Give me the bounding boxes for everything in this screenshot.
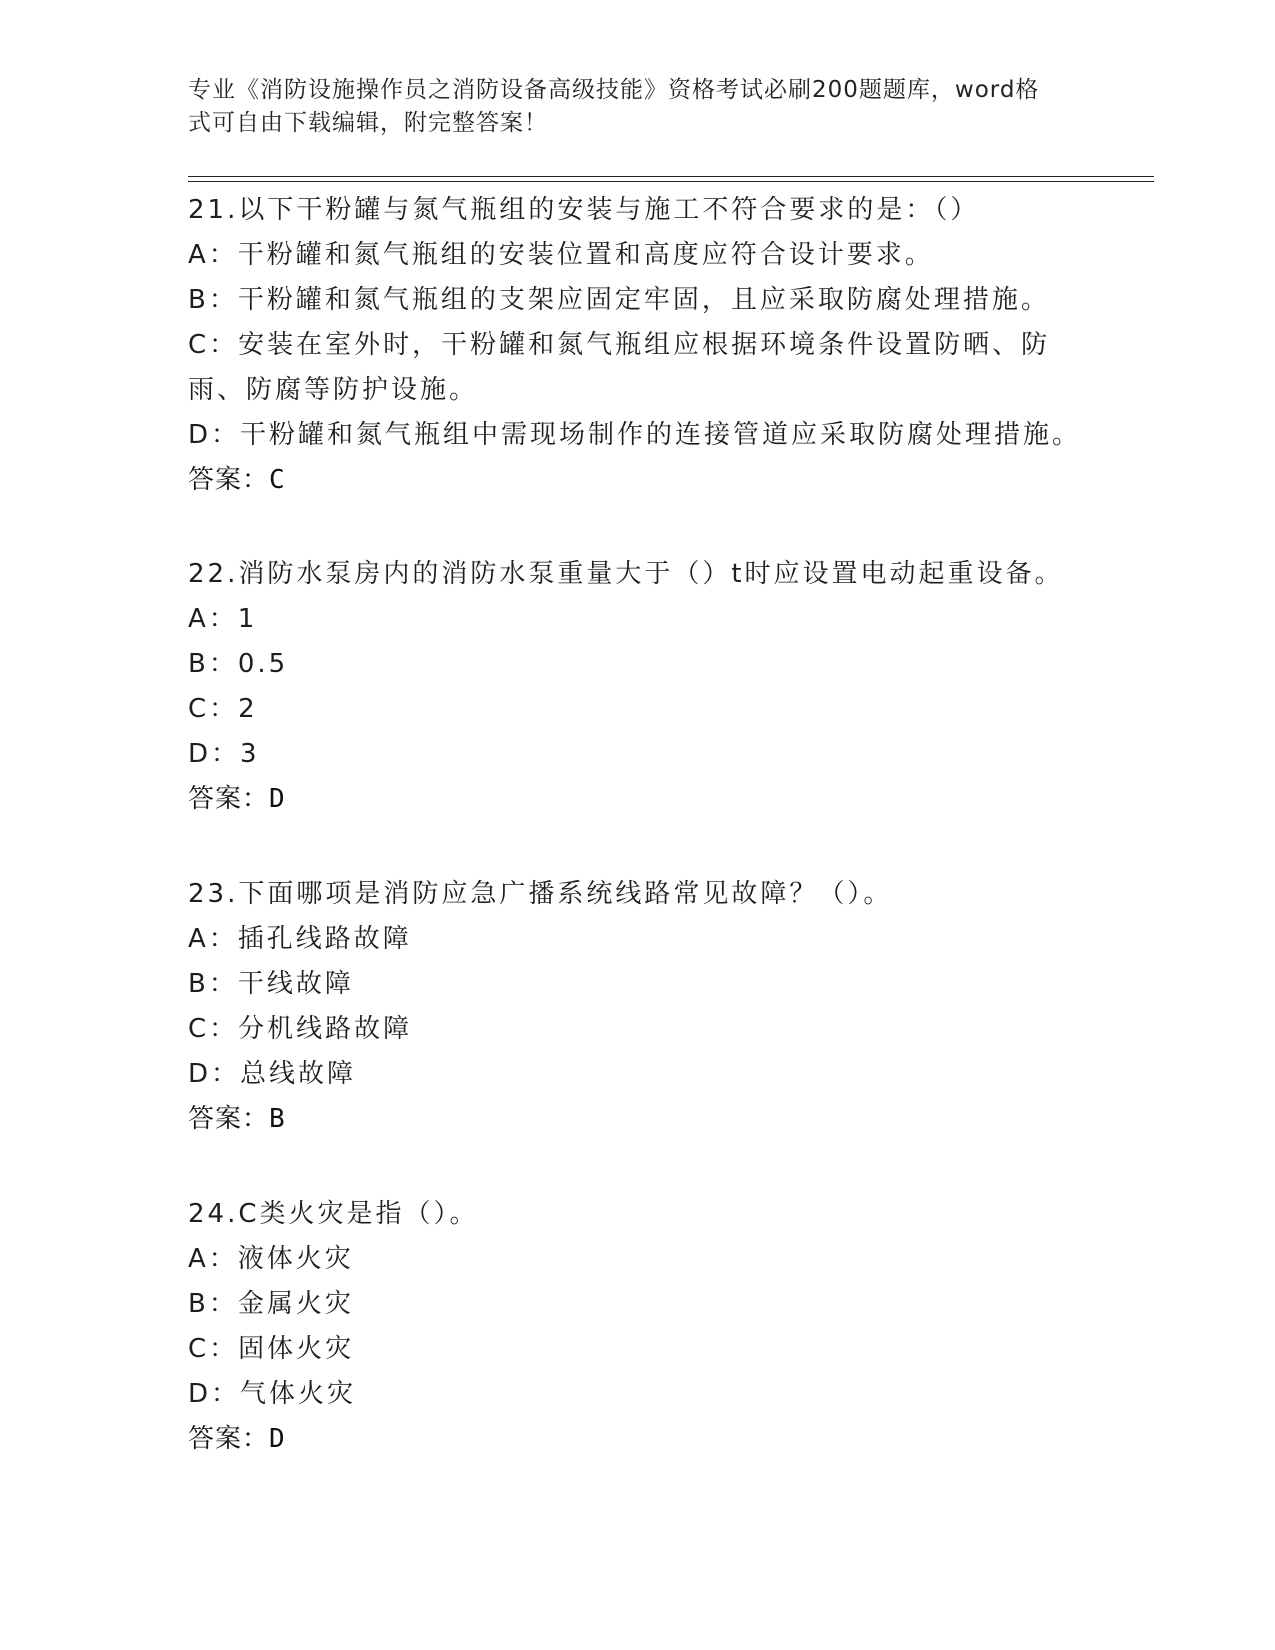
option-a: A：1 <box>188 604 258 634</box>
option-c: C：固体火灾 <box>188 1334 355 1364</box>
option-c: C：分机线路故障 <box>188 1014 413 1044</box>
answer-line <box>188 777 1088 822</box>
answer-line <box>188 458 1088 503</box>
answer-value: B <box>269 1104 286 1134</box>
option-a: A：干粉罐和氮气瓶组的安装位置和高度应符合设计要求。 <box>188 240 934 270</box>
option-d: D：总线故障 <box>188 1059 357 1089</box>
question-stem: 23.下面哪项是消防应急广播系统线路常见故障？（）。 <box>188 879 893 909</box>
option-d: D：气体火灾 <box>188 1379 357 1409</box>
option-d: D：3 <box>188 739 260 769</box>
question-stem: 21.以下干粉罐与氮气瓶组的安装与施工不符合要求的是：（） <box>188 195 980 225</box>
question-22 <box>188 552 1088 822</box>
option-c: C：安装在室外时，干粉罐和氮气瓶组应根据环境条件设置防晒、防雨、防腐等防护设施。 <box>188 330 1051 405</box>
option-a: A：液体火灾 <box>188 1244 354 1274</box>
question-stem: 22.消防水泵房内的消防水泵重量大于（）t时应设置电动起重设备。 <box>188 559 1064 589</box>
option-c: C：2 <box>188 694 258 724</box>
header-divider-bottom <box>188 181 1154 182</box>
option-b: B：0.5 <box>188 649 289 679</box>
answer-value: D <box>269 784 286 814</box>
answer-line <box>188 1097 1088 1142</box>
answer-line <box>188 1417 1088 1462</box>
question-21 <box>188 188 1088 503</box>
header-line-1: 专业《消防设施操作员之消防设备高级技能》资格考试必刷200题题库，word格 <box>188 77 1040 103</box>
option-b: B：干粉罐和氮气瓶组的支架应固定牢固，且应采取防腐处理措施。 <box>188 285 1050 315</box>
answer-label: 答案： <box>188 465 270 495</box>
answer-value: D <box>269 1424 286 1454</box>
question-stem: 24.C类火灾是指（）。 <box>188 1199 479 1229</box>
option-a: A：插孔线路故障 <box>188 924 412 954</box>
answer-label: 答案： <box>188 784 270 814</box>
answer-label: 答案： <box>188 1424 270 1454</box>
header-divider-top <box>188 176 1154 177</box>
option-b: B：干线故障 <box>188 969 354 999</box>
option-b: B：金属火灾 <box>188 1289 354 1319</box>
answer-value: C <box>269 465 286 495</box>
question-24 <box>188 1192 1088 1462</box>
answer-label: 答案： <box>188 1104 270 1134</box>
option-d: D：干粉罐和氮气瓶组中需现场制作的连接管道应采取防腐处理措施。 <box>188 420 1082 450</box>
header-line-2: 式可自由下载编辑，附完整答案！ <box>188 110 548 136</box>
question-23 <box>188 872 1088 1142</box>
document-header <box>188 74 1068 140</box>
